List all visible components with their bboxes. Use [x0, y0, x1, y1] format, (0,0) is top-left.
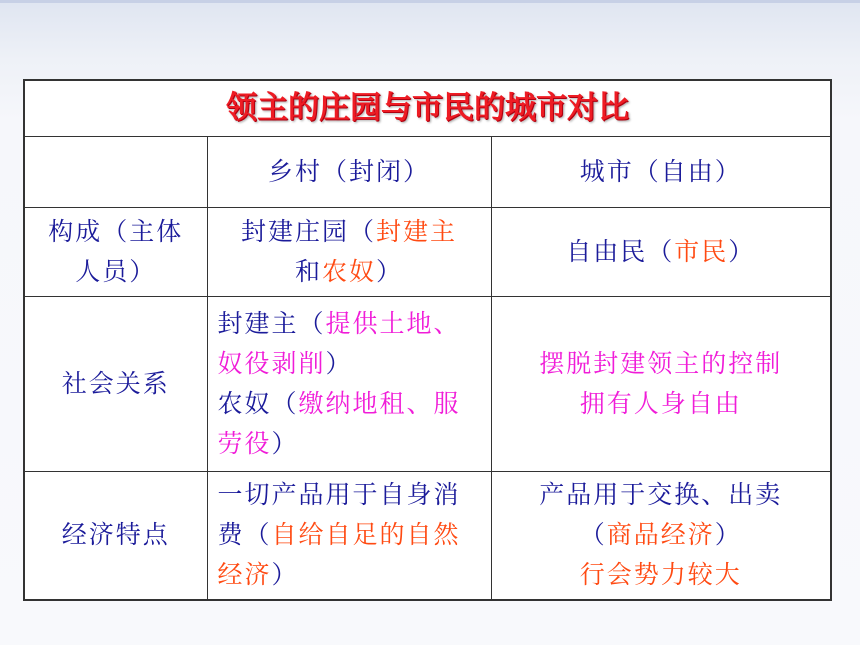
- header-empty-cell: [24, 136, 207, 207]
- cell-text-segment: 和: [294, 256, 322, 286]
- cell-text-segment: 自给自足的自然经济: [217, 520, 461, 590]
- cell-text-segment: 拥有人身自由: [579, 388, 742, 418]
- cell-text-segment: 封建主: [376, 216, 458, 246]
- header-rural: 乡村（封闭）: [207, 136, 491, 207]
- cell-text-segment: ）: [728, 236, 756, 266]
- table-row: [24, 471, 831, 600]
- table-row: [24, 296, 831, 471]
- cell-text-segment: 自由民（: [566, 236, 675, 266]
- row-label-composition: 构成（主体人员）: [24, 207, 207, 296]
- city-social-cell: [491, 296, 831, 471]
- cell-text-segment: 农奴: [321, 256, 376, 286]
- cell-text-segment: 封建庄园（: [240, 216, 376, 246]
- cell-text-segment: 摆脱封建领主的控制: [539, 348, 783, 378]
- slide-top-border: [0, 0, 860, 3]
- cell-text-segment: 封建主（: [217, 308, 326, 338]
- cell-text-segment: 提供土地、奴役剥削: [217, 308, 461, 378]
- header-city: 城市（自由）: [491, 136, 831, 207]
- row-label-social: 社会关系: [24, 296, 207, 471]
- cell-text-segment: 产品用于交换、出卖: [539, 480, 783, 510]
- title-row: [24, 80, 831, 136]
- table-title: 领主的庄园与市民的城市对比: [24, 80, 831, 136]
- cell-text-segment: ）: [325, 348, 353, 378]
- comparison-table: [23, 79, 832, 601]
- cell-text-segment: （: [579, 520, 607, 550]
- cell-text-segment: 缴纳地租、服劳役: [217, 388, 461, 458]
- rural-economy-cell: [207, 471, 491, 600]
- cell-text-segment: 商品经济: [606, 520, 715, 550]
- row-label-economy: 经济特点: [24, 471, 207, 600]
- cell-text-segment: 市民: [674, 236, 729, 266]
- cell-text-segment: ）: [376, 256, 404, 286]
- cell-text-segment: 一切产品用于自身消费（: [217, 480, 461, 550]
- cell-text-segment: 农奴（: [217, 388, 299, 418]
- city-economy-cell: [491, 471, 831, 600]
- rural-composition-cell: [207, 207, 491, 296]
- rural-social-cell: [207, 296, 491, 471]
- cell-text-segment: 行会势力较大: [579, 560, 742, 590]
- header-row: [24, 136, 831, 207]
- city-composition-cell: [491, 207, 831, 296]
- cell-text-segment: ）: [271, 560, 299, 590]
- table-row: [24, 207, 831, 296]
- cell-text-segment: ）: [714, 520, 742, 550]
- cell-text-segment: ）: [271, 428, 299, 458]
